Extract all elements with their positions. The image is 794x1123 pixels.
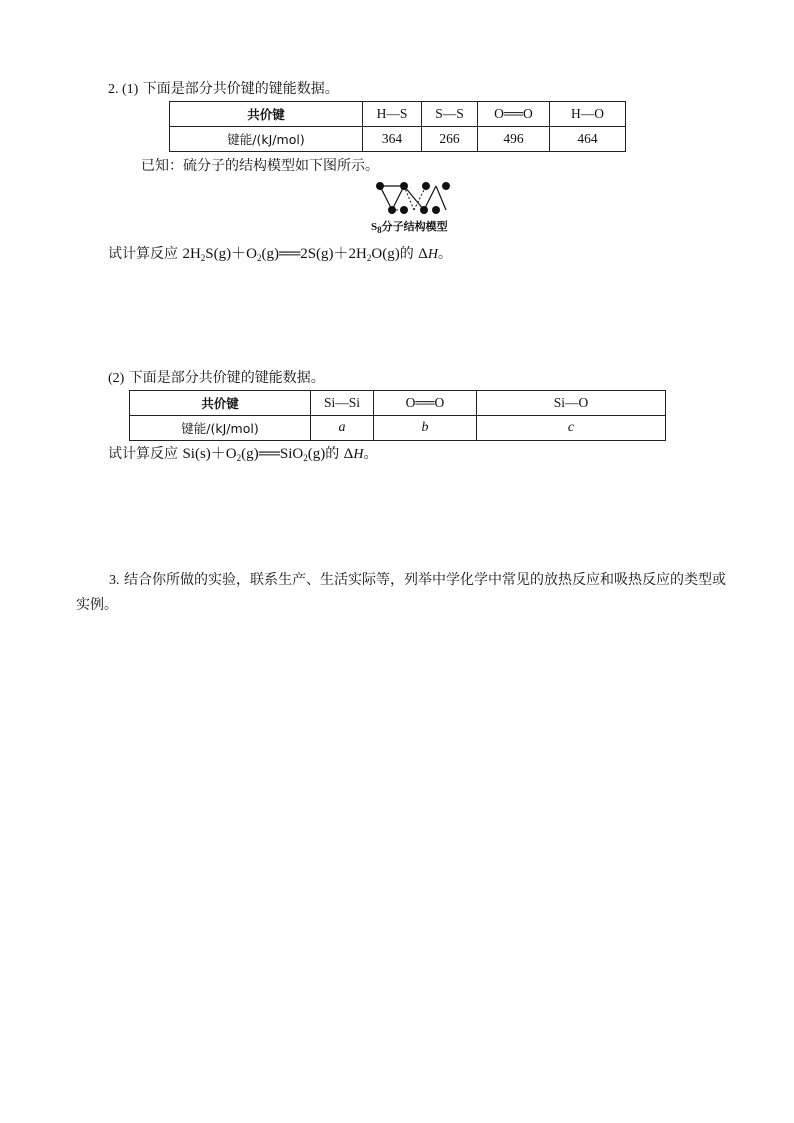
value-cell: b	[374, 416, 477, 441]
table-header-cell: 共价键	[170, 102, 363, 127]
sulfur-atom	[432, 206, 440, 214]
bond-cell: H—S	[363, 102, 422, 127]
table-row	[130, 391, 666, 416]
sulfur-atom	[400, 182, 408, 190]
eq-part: (g)══2S(g)＋2H	[261, 246, 367, 262]
bond-cell: O══O	[374, 391, 477, 416]
q2-1-number: 2. (1)	[108, 82, 139, 97]
q2-1-question	[108, 244, 452, 268]
eq-subscript: 2	[303, 453, 308, 463]
eq-part: 2H	[182, 246, 201, 262]
bond-cell: H—O	[550, 102, 626, 127]
enthalpy-symbol: H	[427, 247, 438, 262]
eq-subscript: 2	[236, 453, 242, 463]
eq-subscript: 2	[366, 253, 372, 263]
value-cell: a	[311, 416, 374, 441]
q3-paragraph	[76, 568, 726, 618]
sentence-end: 。	[363, 446, 378, 462]
sulfur-atom	[422, 182, 430, 190]
question-prefix: 试计算反应	[108, 446, 183, 462]
eq-part: O(g)	[371, 246, 400, 262]
q2-2-intro	[108, 368, 325, 389]
table-header-cell: 键能/(kJ/mol)	[130, 416, 311, 441]
s8-molecule-model	[370, 178, 456, 218]
delta-symbol: Δ	[418, 246, 428, 262]
delta-symbol: Δ	[343, 446, 354, 462]
bond-energy-table-1	[169, 101, 626, 152]
eq-part: (g)	[307, 446, 326, 462]
eq-part: Si(s)＋O	[182, 446, 237, 462]
question-suffix: 的	[325, 446, 344, 462]
bond-cell: S—S	[422, 102, 478, 127]
value-cell: 364	[363, 127, 422, 152]
sulfur-atom	[376, 182, 384, 190]
known-statement: 已知：硫分子的结构模型如下图所示。	[141, 158, 379, 174]
value-cell: c	[477, 416, 666, 441]
value-cell: 496	[478, 127, 550, 152]
q2-2-intro-text: 下面是部分共价键的键能数据。	[128, 370, 325, 386]
q2-2-question	[108, 444, 377, 468]
eq-subscript: 2	[256, 253, 262, 263]
reaction-equation	[182, 246, 399, 262]
q2-1-intro	[108, 79, 339, 100]
bond-energy-table-2	[129, 390, 666, 441]
table-row	[170, 127, 626, 152]
sulfur-atom	[442, 182, 450, 190]
question-prefix: 试计算反应	[108, 246, 183, 262]
table-row	[170, 102, 626, 127]
question-suffix: 的	[399, 246, 419, 262]
eq-subscript: 2	[200, 253, 206, 263]
bond-cell: Si—O	[477, 391, 666, 416]
eq-part: S(g)＋O	[205, 246, 257, 262]
q3-text: 结合你所做的实验，联系生产、生活实际等，列举中学化学中常见的放热反应和吸热反应的类型或实例。	[76, 572, 726, 613]
q2-2-number: (2)	[108, 371, 125, 386]
table-header-cell: 共价键	[130, 391, 311, 416]
value-cell: 266	[422, 127, 478, 152]
sentence-end: 。	[437, 246, 452, 262]
value-cell: 464	[550, 127, 626, 152]
enthalpy-symbol: H	[353, 447, 364, 462]
caption-s: S	[371, 221, 378, 233]
q2-1-intro-text: 下面是部分共价键的键能数据。	[142, 81, 339, 97]
table-header-cell: 键能/(kJ/mol)	[170, 127, 363, 152]
sulfur-atom	[388, 206, 396, 214]
q3-number: 3.	[109, 573, 120, 588]
caption-subscript: 8	[377, 225, 382, 235]
caption-text: 分子结构模型	[381, 220, 448, 233]
table-row	[130, 416, 666, 441]
s8-model-caption	[371, 218, 448, 235]
sulfur-atom	[400, 206, 408, 214]
bond-cell: O══O	[478, 102, 550, 127]
sulfur-atom	[420, 206, 428, 214]
bond-cell: Si—Si	[311, 391, 374, 416]
reaction-equation	[182, 446, 325, 462]
sulfur-atoms	[376, 182, 450, 214]
eq-part: (g)══SiO	[241, 446, 304, 462]
